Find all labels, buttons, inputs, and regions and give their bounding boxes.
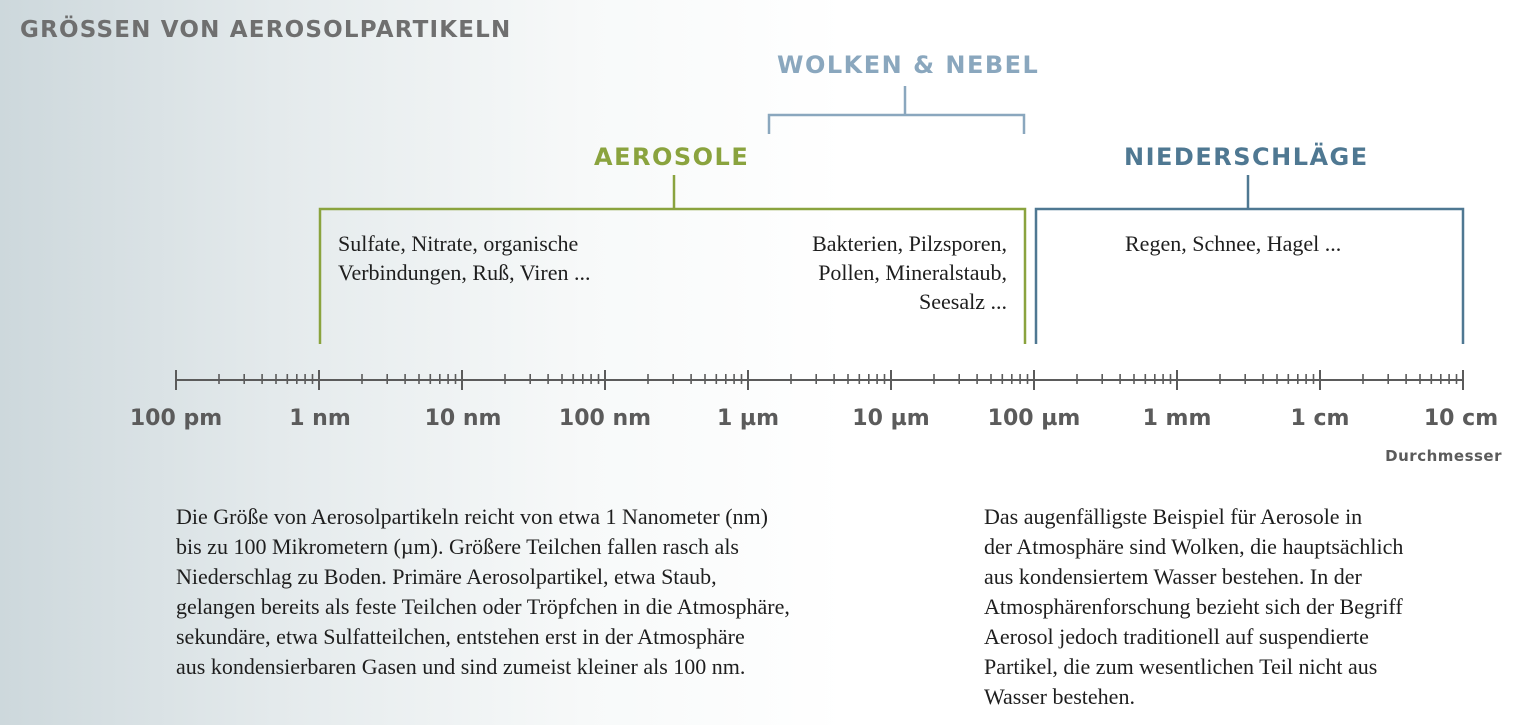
paragraph-line: Die Größe von Aerosolpartikeln reicht von etwa 1 Nanometer (nm) [176,504,768,529]
tick-label-1mm: 1 mm [1142,406,1212,431]
diagram-title: GRÖSSEN VON AEROSOLPARTIKELN [20,17,512,43]
niederschlaege-bracket [1036,175,1463,344]
paragraph-line: aus kondensierbaren Gasen und sind zumeist kleiner als 100 nm. [176,654,746,679]
paragraph-line: bis zu 100 Mikrometern (µm). Größere Teilchen fallen rasch als [176,534,739,559]
small-aerosols-line: Sulfate, Nitrate, organische [338,231,579,256]
paragraph-line: Atmosphärenforschung bezieht sich der Begriff [984,594,1403,619]
paragraph-line: aus kondensiertem Wasser bestehen. In der [984,564,1362,589]
tick-label-1nm: 1 nm [289,406,351,431]
large-aerosols-line: Seesalz ... [919,289,1007,314]
paragraph-line: der Atmosphäre sind Wolken, die hauptsächlich [984,534,1404,559]
tick-label-10cm: 10 cm [1423,406,1499,431]
paragraph-line: Partikel, die zum wesentlichen Teil nicht aus [984,654,1378,679]
axis-caption: Durchmesser [1385,447,1502,465]
left-paragraph [176,502,790,682]
right-paragraph [984,502,1403,712]
large-aerosols-description [812,229,1007,316]
tick-label-10nm: 10 nm [424,406,502,431]
paragraph-line: gelangen bereits als feste Teilchen oder Tröpfchen in die Atmosphäre, [176,594,790,619]
paragraph-line: Wasser bestehen. [984,684,1135,709]
small-aerosols-line: Verbindungen, Ruß, Viren ... [338,260,591,285]
tick-label-1cm: 1 cm [1290,406,1350,431]
precipitation-line: Regen, Schnee, Hagel ... [1125,231,1342,256]
large-aerosols-line: Bakterien, Pilzsporen, [812,231,1007,256]
wolken-bracket [769,86,1024,134]
niederschlaege-label: NIEDERSCHLÄGE [1124,143,1369,171]
wolken-nebel-label: WOLKEN & NEBEL [777,51,1040,79]
paragraph-line: sekundäre, etwa Sulfatteilchen, entstehen erst in der Atmosphäre [176,624,745,649]
small-aerosols-description [338,229,590,287]
size-axis [176,370,1463,390]
tick-label-100um: 100 µm [987,406,1081,431]
large-aerosols-line: Pollen, Mineralstaub, [818,260,1007,285]
precipitation-description [1125,229,1341,258]
paragraph-line: Aerosol jedoch traditionell auf suspendierte [984,624,1369,649]
tick-label-100pm: 100 pm [129,406,223,431]
tick-label-100nm: 100 nm [558,406,652,431]
paragraph-line: Niederschlag zu Boden. Primäre Aerosolpartikel, etwa Staub, [176,564,717,589]
tick-label-10um: 10 µm [852,406,930,431]
tick-label-1um: 1 µm [716,406,780,431]
aerosole-label: AEROSOLE [594,143,750,171]
paragraph-line: Das augenfälligste Beispiel für Aerosole in [984,504,1363,529]
